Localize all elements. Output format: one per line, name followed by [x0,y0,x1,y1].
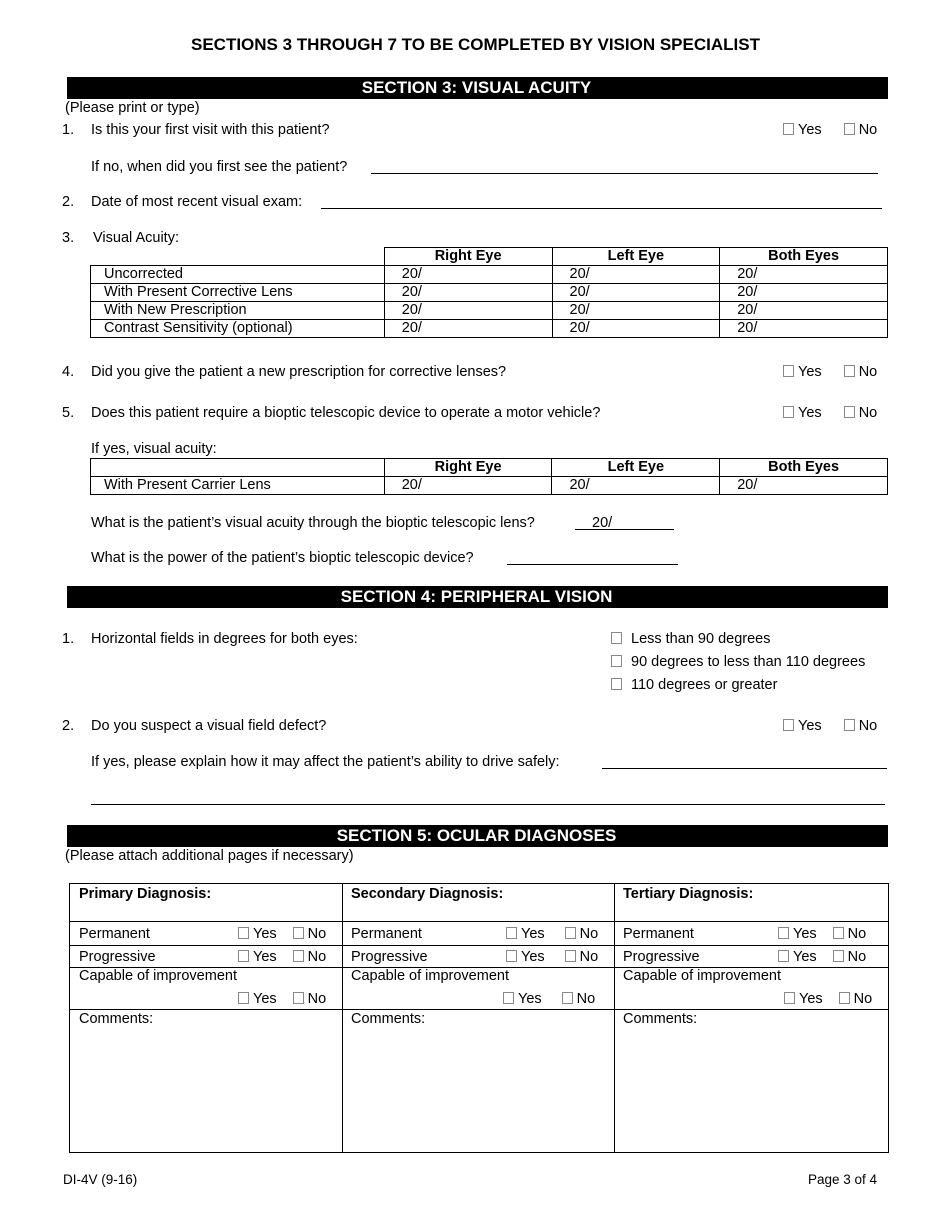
table-header-blank [91,248,385,266]
s3-q5-no[interactable] [844,405,878,421]
checkbox-icon [293,992,304,1004]
s3-q5-followup: If yes, visual acuity: [91,441,217,457]
checkbox-icon [783,719,794,731]
s4-q1-text: Horizontal fields in degrees for both eyes: [91,631,358,647]
row-label: With Present Corrective Lens [91,284,385,302]
tertiary-diagnosis-column [615,884,888,1152]
permanent-label: Permanent [351,926,422,942]
no-label: No [858,364,878,380]
no-label: No [858,122,878,138]
secondary-improvement-yes[interactable] [503,991,542,1007]
s3-q5-text: Does this patient require a bioptic telescopic device to operate a motor vehicle? [91,405,601,421]
yes-label: Yes [253,949,277,965]
right-eye-cell[interactable]: 20/ [384,302,552,320]
primary-comments-area[interactable] [70,1029,342,1151]
improvement-label: Capable of improvement [623,968,781,984]
improvement-label: Capable of improvement [79,968,237,984]
tertiary-permanent-options [778,926,866,942]
checkbox-icon [611,632,622,644]
right-eye-cell[interactable]: 20/ [384,320,552,338]
s4-q2-followup: If yes, please explain how it may affect the patient’s ability to drive safely: [91,754,560,770]
section3-note: (Please print or type) [65,100,200,116]
tertiary-comments-area[interactable] [615,1029,888,1151]
secondary-progressive-yes[interactable] [506,949,545,965]
right-eye-cell[interactable]: 20/ [384,266,552,284]
s3-q1-followup: If no, when did you first see the patient? [91,159,348,175]
checkbox-icon [833,927,844,939]
yes-label: Yes [798,405,822,421]
checkbox-icon [783,406,794,418]
primary-permanent-options [238,926,326,942]
s3-q1-no[interactable] [844,122,878,138]
no-label: No [853,991,873,1007]
tertiary-diagnosis-heading: Tertiary Diagnosis: [623,886,754,902]
section5-header [65,825,888,847]
recent-exam-date-field[interactable] [321,208,882,209]
right-eye-header: Right Eye [384,459,552,477]
section5-title: SECTION 5: OCULAR DIAGNOSES [336,826,617,845]
s3-q4-no[interactable] [844,364,878,380]
yes-label: Yes [799,991,823,1007]
both-eyes-cell[interactable]: 20/ [720,320,888,338]
yes-label: Yes [798,122,822,138]
s3-q1-options [783,122,877,138]
s4-q2-yes[interactable] [783,718,822,734]
no-label: No [847,949,867,965]
field-defect-explain-field-2[interactable] [91,804,885,805]
row-label: Contrast Sensitivity (optional) [91,320,385,338]
row-label: With Present Carrier Lens [91,477,385,495]
checkbox-icon [238,927,249,939]
checkbox-icon [839,992,850,1004]
row-label: With New Prescription [91,302,385,320]
s3-q2-text: Date of most recent visual exam: [91,194,303,210]
s3-q3-text: Visual Acuity: [93,230,179,246]
tertiary-improvement-options [784,991,872,1007]
right-eye-cell[interactable]: 20/ [384,477,552,495]
right-eye-cell[interactable]: 20/ [384,284,552,302]
comments-label: Comments: [79,1011,154,1027]
table-header-row [91,248,888,266]
left-eye-header: Left Eye [552,459,720,477]
primary-permanent-no[interactable] [293,926,327,942]
secondary-progressive-no[interactable] [565,949,599,965]
secondary-permanent-no[interactable] [565,926,599,942]
comments-label: Comments: [623,1011,698,1027]
field-option-90-110[interactable] [611,654,865,670]
table-row [91,284,888,302]
primary-progressive-yes[interactable] [238,949,277,965]
yes-label: Yes [521,926,545,942]
page-number: Page 3 of 4 [808,1172,878,1187]
primary-diagnosis-heading: Primary Diagnosis: [79,886,212,902]
yes-label: Yes [253,926,277,942]
checkbox-icon [503,992,514,1004]
s3-q4-options [783,364,877,380]
both-eyes-cell[interactable]: 20/ [720,302,888,320]
checkbox-icon [293,927,304,939]
tertiary-progressive-yes[interactable] [778,949,817,965]
checkbox-icon [784,992,795,1004]
tertiary-progressive-options [778,949,866,965]
checkbox-icon [565,950,576,962]
primary-improvement-yes[interactable] [238,991,277,1007]
yes-label: Yes [798,364,822,380]
secondary-comments-area[interactable] [343,1029,614,1151]
s3-q4-yes[interactable] [783,364,822,380]
progressive-label: Progressive [351,949,428,965]
bioptic-acuity-question: What is the patient’s visual acuity through the bioptic telescopic lens? [91,515,535,531]
s3-q4-text: Did you give the patient a new prescription for corrective lenses? [91,364,507,380]
checkbox-icon [844,365,855,377]
section5-note: (Please attach additional pages if necessary) [65,848,354,864]
both-eyes-header: Both Eyes [720,248,888,266]
bioptic-acuity-table [90,458,888,495]
page-title: SECTIONS 3 THROUGH 7 TO BE COMPLETED BY VISION SPECIALIST [191,35,760,54]
visual-acuity-table [90,247,888,338]
both-eyes-cell[interactable]: 20/ [720,477,888,495]
secondary-permanent-yes[interactable] [506,926,545,942]
progressive-label: Progressive [79,949,156,965]
checkbox-icon [562,992,573,1004]
form-id: DI-4V (9-16) [63,1172,138,1187]
tertiary-improvement-no[interactable] [839,991,873,1007]
bioptic-power-field[interactable] [507,564,678,565]
no-label: No [307,949,327,965]
secondary-diagnosis-heading: Secondary Diagnosis: [351,886,504,902]
checkbox-icon [783,365,794,377]
no-label: No [579,949,599,965]
s3-q1-yes[interactable] [783,122,822,138]
yes-label: Yes [521,949,545,965]
field-defect-explain-field[interactable] [602,768,887,769]
checkbox-icon [844,123,855,135]
s4-q2-text: Do you suspect a visual field defect? [91,718,327,734]
checkbox-icon [833,950,844,962]
ocular-diagnoses-grid [69,883,889,1153]
yes-label: Yes [798,718,822,734]
bioptic-acuity-field[interactable] [575,529,674,530]
left-eye-cell[interactable]: 20/ [552,320,720,338]
s4-q1-number: 1. [62,631,75,647]
field-option-less-90[interactable] [611,631,770,647]
option-label: 90 degrees to less than 110 degrees [631,654,866,670]
secondary-diagnosis-column [343,884,615,1152]
table-header-blank [91,459,385,477]
table-row [91,302,888,320]
bioptic-power-question: What is the power of the patient’s bioptic telescopic device? [91,550,474,566]
field-option-110-plus[interactable] [611,677,777,693]
tertiary-permanent-no[interactable] [833,926,867,942]
s3-q3-number: 3. [62,230,75,246]
yes-label: Yes [518,991,542,1007]
no-label: No [307,991,327,1007]
s3-q5-options [783,405,877,421]
secondary-improvement-no[interactable] [562,991,596,1007]
checkbox-icon [238,950,249,962]
section4-header [65,586,888,608]
secondary-permanent-options [506,926,598,942]
checkbox-icon [611,678,622,690]
tertiary-progressive-no[interactable] [833,949,867,965]
s3-q1-text: Is this your first visit with this patient? [91,122,330,138]
comments-label: Comments: [351,1011,426,1027]
yes-label: Yes [793,949,817,965]
s4-q2-no[interactable] [844,718,878,734]
no-label: No [847,926,867,942]
checkbox-icon [238,992,249,1004]
permanent-label: Permanent [79,926,150,942]
both-eyes-cell[interactable]: 20/ [720,284,888,302]
primary-diagnosis-column [70,884,343,1152]
s3-q4-number: 4. [62,364,75,380]
checkbox-icon [506,950,517,962]
s3-q5-number: 5. [62,405,75,421]
yes-label: Yes [253,991,277,1007]
left-eye-cell[interactable]: 20/ [552,284,720,302]
no-label: No [579,926,599,942]
checkbox-icon [565,927,576,939]
left-eye-header: Left Eye [552,248,720,266]
tertiary-improvement-yes[interactable] [784,991,823,1007]
checkbox-icon [778,950,789,962]
checkbox-icon [506,927,517,939]
improvement-label: Capable of improvement [351,968,509,984]
section3-header [65,77,888,99]
first-visit-date-field[interactable] [371,173,878,174]
primary-permanent-yes[interactable] [238,926,277,942]
left-eye-cell[interactable]: 20/ [552,477,720,495]
left-eye-cell[interactable]: 20/ [552,302,720,320]
table-row [91,320,888,338]
both-eyes-header: Both Eyes [720,459,888,477]
option-label: Less than 90 degrees [631,631,771,647]
table-row [91,477,888,495]
no-label: No [858,405,878,421]
permanent-label: Permanent [623,926,694,942]
primary-progressive-no[interactable] [293,949,327,965]
bioptic-acuity-value: 20/ [592,515,613,531]
row-label: Uncorrected [91,266,385,284]
section3-title: SECTION 3: VISUAL ACUITY [361,78,592,97]
checkbox-icon [783,123,794,135]
s4-q2-number: 2. [62,718,75,734]
primary-progressive-options [238,949,326,965]
progressive-label: Progressive [623,949,700,965]
table-header-row [91,459,888,477]
checkbox-icon [611,655,622,667]
section4-title: SECTION 4: PERIPHERAL VISION [340,587,613,606]
checkbox-icon [844,719,855,731]
no-label: No [858,718,878,734]
s3-q1-number: 1. [62,122,75,138]
tertiary-permanent-yes[interactable] [778,926,817,942]
s4-q2-options [783,718,877,734]
option-label: 110 degrees or greater [631,677,778,693]
primary-improvement-options [238,991,326,1007]
primary-improvement-no[interactable] [293,991,327,1007]
secondary-improvement-options [503,991,595,1007]
s3-q5-yes[interactable] [783,405,822,421]
checkbox-icon [778,927,789,939]
checkbox-icon [844,406,855,418]
checkbox-icon [293,950,304,962]
no-label: No [576,991,596,1007]
left-eye-cell[interactable]: 20/ [552,266,720,284]
s3-q2-number: 2. [62,194,75,210]
both-eyes-cell[interactable]: 20/ [720,266,888,284]
right-eye-header: Right Eye [384,248,552,266]
table-row [91,266,888,284]
yes-label: Yes [793,926,817,942]
no-label: No [307,926,327,942]
secondary-progressive-options [506,949,598,965]
